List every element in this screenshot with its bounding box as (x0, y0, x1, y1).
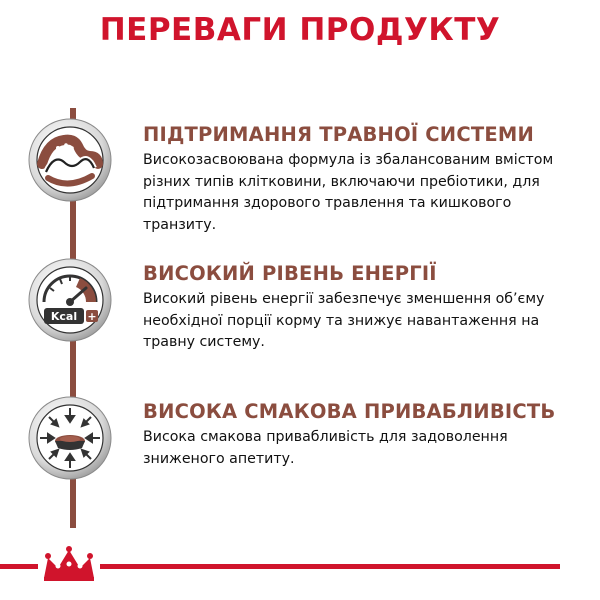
svg-text:+: + (87, 310, 97, 323)
feature-desc-palatability: Висока смакова привабливість для задоволення зниженого апетиту. (143, 429, 508, 467)
feature-title-digestive: ПІДТРИМАННЯ ТРАВНОЇ СИСТЕМИ (143, 123, 534, 146)
feature-title-palatability: ВИСОКА СМАКОВА ПРИВАБЛИВІСТЬ (143, 400, 556, 423)
feature-desc-energy: Високий рівень енергії забезпечує зменшення об’єму необхідної порції корму та знижує навантаження на травну систему. (143, 291, 545, 350)
page-title: ПЕРЕВАГИ ПРОДУКТУ (99, 12, 501, 48)
feature-desc-digestive: Високозасвоювана формула із збалансованим вмістом різних типів клітковини, включаючи пребіотики, для підтримання здорового травлення та кишкового транзиту. (143, 152, 554, 233)
palatability-bowl-icon (28, 396, 112, 480)
feature-title-energy: ВИСОКИЙ РІВЕНЬ ЕНЕРГІЇ (143, 262, 437, 285)
digestive-system-icon (28, 118, 112, 202)
royal-crown-logo (38, 544, 100, 584)
kcal-label: Kcal (50, 310, 78, 323)
energy-kcal-gauge-icon (28, 258, 112, 342)
